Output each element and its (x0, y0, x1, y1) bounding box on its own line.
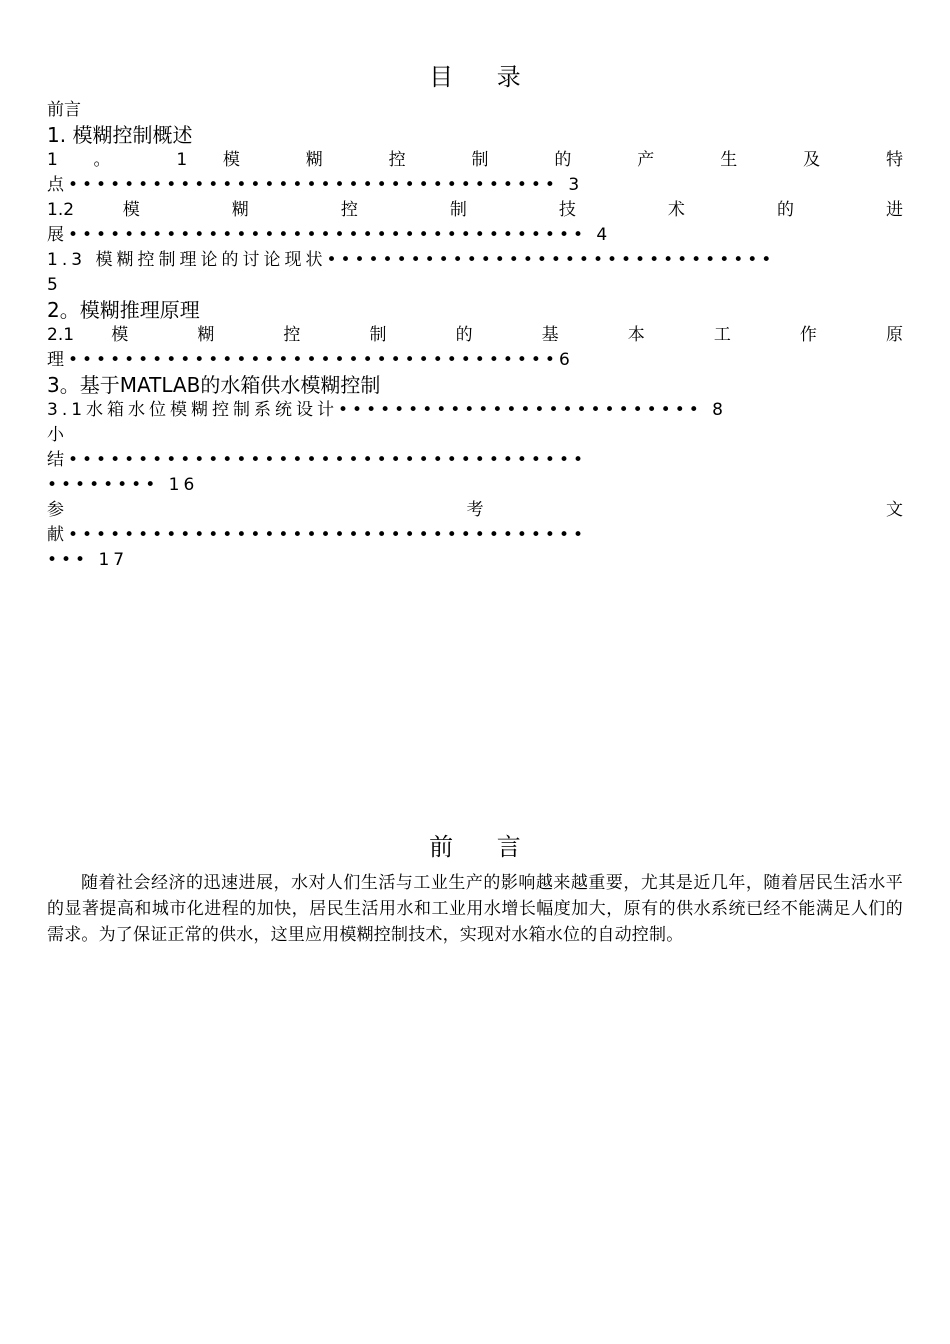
toc-line: 展••••••••••••••••••••••••••••••••••••• 4 (47, 225, 612, 245)
toc-line: 1.3 模糊控制理论的讨论现状•••••••••••••••••••••••••••••••• (47, 250, 776, 270)
toc-line: 参 考 文 (47, 500, 903, 520)
toc-line: 1. 模糊控制概述 (47, 123, 193, 147)
toc-line: 3。基于MATLAB的水箱供水模糊控制 (47, 373, 381, 397)
toc-line: 1.2 模 糊 控 制 技 术 的 进 (47, 200, 903, 220)
toc-line: 献••••••••••••••••••••••••••••••••••••• (47, 525, 588, 545)
toc-title: 目 录 (429, 63, 539, 91)
toc-line: 2。模糊推理原理 (47, 298, 200, 322)
toc-line: ••• 17 (47, 550, 129, 570)
table-of-contents (47, 98, 903, 573)
toc-line: 5 (47, 275, 58, 295)
toc-line: 3.1水箱水位模糊控制系统设计•••••••••••••••••••••••••• 8 (47, 400, 727, 420)
toc-line: 结••••••••••••••••••••••••••••••••••••• (47, 450, 588, 470)
toc-line: 理•••••••••••••••••••••••••••••••••••6 (47, 350, 574, 370)
toc-line: 小 (47, 425, 64, 445)
toc-line: 点••••••••••••••••••••••••••••••••••• 3 (47, 175, 584, 195)
preface-body: 随着社会经济的迅速进展，水对人们生活与工业生产的影响越来越重要，尤其是近几年，随着居民生活水平的显著提高和城市化进程的加快，居民生活用水和工业用水增长幅度加大，原有的供水系统已经不能满足人们的需求。为了保证正常的供水，这里应用模糊控制技术，实现对水箱水位的自动控制。 (47, 873, 903, 945)
preface-title: 前 言 (429, 833, 539, 861)
toc-line: 前言 (47, 100, 81, 120)
toc-line: 1 。 1 模 糊 控 制 的 产 生 及 特 (47, 150, 903, 170)
toc-line: •••••••• 16 (47, 475, 199, 495)
toc-line: 2.1 模 糊 控 制 的 基 本 工 作 原 (47, 325, 903, 345)
